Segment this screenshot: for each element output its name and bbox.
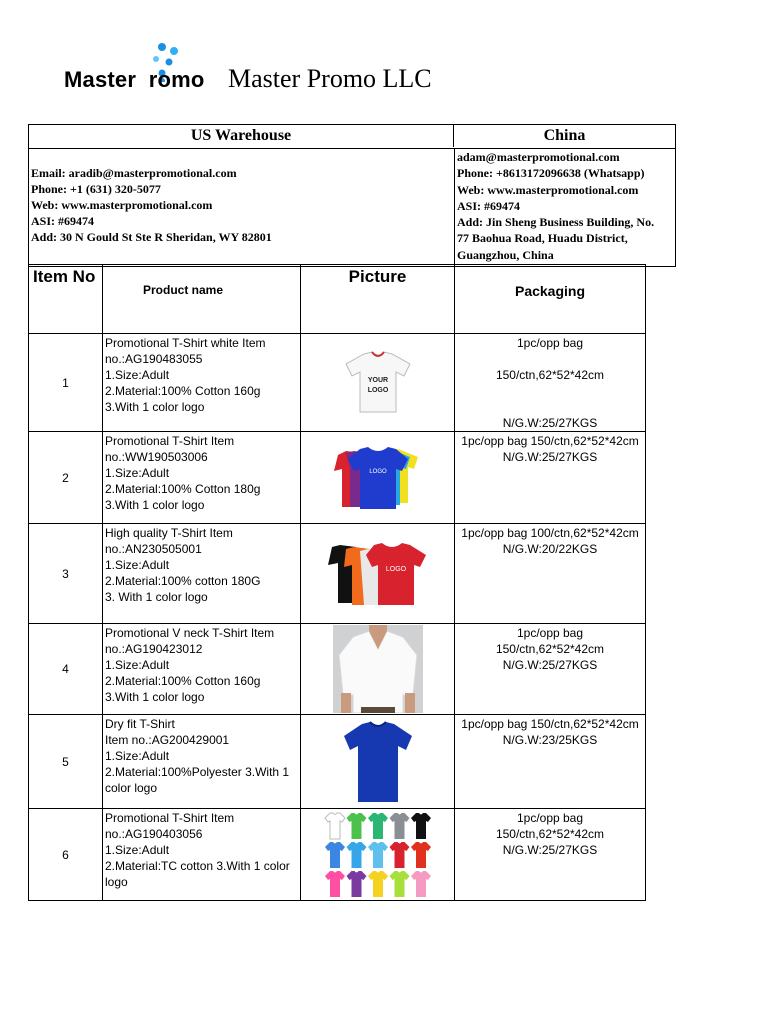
product-line: 1.Size:Adult xyxy=(105,558,170,572)
packaging-line: N/G.W:25/27KGS xyxy=(502,450,598,464)
product-line: 3.With 1 color logo xyxy=(105,400,205,414)
china-email: adam@masterpromotional.com xyxy=(457,150,620,164)
product-line: Promotional T-Shirt white Item xyxy=(105,336,266,350)
tshirt-swatch-icon xyxy=(346,813,366,839)
product-line: no.:WW190503006 xyxy=(105,450,208,464)
tshirt-swatch-icon xyxy=(389,842,409,868)
packaging-line: N/G.W:20/22KGS xyxy=(502,542,598,556)
table-row xyxy=(29,432,646,524)
product-line: 1.Size:Adult xyxy=(105,843,170,857)
product-line: 2.Material:100% Cotton 180g xyxy=(105,482,261,496)
product-line: 3.With 1 color logo xyxy=(105,690,205,704)
product-picture xyxy=(301,624,455,715)
product-line: 1.Size:Adult xyxy=(105,658,170,672)
china-address-line: Guangzhou, China xyxy=(457,247,554,262)
packaging-line: 1pc/opp bag xyxy=(516,336,584,350)
header-product-name: Product name xyxy=(103,265,301,334)
product-line: 2.Material:100% cotton 180G xyxy=(105,574,261,588)
tshirt-swatch-icon xyxy=(346,871,366,897)
product-name-cell xyxy=(103,809,301,901)
tshirt-swatch-icon xyxy=(325,842,345,868)
product-picture xyxy=(301,524,455,624)
header-picture: Picture xyxy=(301,265,455,334)
tshirt-swatch-icon xyxy=(346,842,366,868)
table-row xyxy=(29,715,646,809)
packaging-line: 150/ctn,62*52*42cm xyxy=(495,827,605,841)
product-line: Item no.:AG200429001 xyxy=(105,733,230,747)
packaging-line: N/G.W:23/25KGS xyxy=(502,733,598,747)
vneck-tshirt-model-icon xyxy=(333,625,423,713)
product-table xyxy=(28,264,646,901)
us-warehouse-header: US Warehouse xyxy=(29,125,454,147)
item-number: 4 xyxy=(29,624,103,715)
item-number: 2 xyxy=(29,432,103,524)
picture-logo-text: LOGO xyxy=(385,565,406,573)
packaging-line: N/G.W:25/27KGS xyxy=(502,658,598,672)
us-phone: Phone: +1 (631) 320-5077 xyxy=(31,182,161,196)
product-picture xyxy=(301,715,455,809)
product-line: 1.Size:Adult xyxy=(105,368,170,382)
product-line: Promotional T-Shirt Item xyxy=(105,811,235,825)
tshirt-swatch-icon xyxy=(389,813,409,839)
table-row xyxy=(29,334,646,432)
product-line: 2.Material:100% Cotton 160g xyxy=(105,384,261,398)
multicolor-tshirts-grid-icon xyxy=(323,811,433,899)
china-address-line: 77 Baohua Road, Huadu District, xyxy=(457,231,628,246)
packaging-line: 1pc/opp bag xyxy=(516,811,584,825)
us-asi: ASI: #69474 xyxy=(31,214,95,228)
packaging-cell xyxy=(455,334,646,432)
us-address: Add: 30 N Gould St Ste R Sheridan, WY 82801 xyxy=(31,230,272,244)
packaging-line: 1pc/opp bag xyxy=(516,626,584,640)
packaging-line: N/G.W:25/27KGS xyxy=(502,416,598,430)
product-line: Promotional T-Shirt Item xyxy=(105,434,235,448)
table-row xyxy=(29,809,646,901)
picture-logo-text: LOGO xyxy=(367,386,388,394)
table-row xyxy=(29,524,646,624)
packaging-line: N/G.W:25/27KGS xyxy=(502,843,598,857)
product-line: 2.Material:100% Cotton 160g xyxy=(105,674,261,688)
product-line: 2.Material:TC cotton 3.With 1 color xyxy=(105,859,290,873)
table-header-row xyxy=(29,265,646,334)
product-line: 3. With 1 color logo xyxy=(105,590,208,604)
product-line: Promotional V neck T-Shirt Item xyxy=(105,626,275,640)
product-line: logo xyxy=(105,875,128,889)
product-line: no.:AN230505001 xyxy=(105,542,202,556)
tshirt-swatch-icon xyxy=(325,813,345,839)
picture-logo-text: LOGO xyxy=(368,468,387,475)
contact-table xyxy=(28,124,676,267)
product-line: no.:AG190483055 xyxy=(105,352,203,366)
china-asi: ASI: #69474 xyxy=(457,198,521,213)
tshirt-swatch-icon xyxy=(368,813,388,839)
packaging-cell xyxy=(455,524,646,624)
packaging-cell xyxy=(455,624,646,715)
tshirt-swatch-icon xyxy=(411,842,431,868)
packaging-cell xyxy=(455,809,646,901)
product-name-cell xyxy=(103,524,301,624)
china-address-line: Add: Jin Sheng Business Building, No. xyxy=(457,215,655,230)
packaging-cell xyxy=(455,432,646,524)
product-line: Dry fit T-Shirt xyxy=(105,717,175,731)
company-name: Master Promo LLC xyxy=(228,64,432,93)
china-web: Web: www.masterpromotional.com xyxy=(457,182,639,197)
us-contact-info xyxy=(31,165,451,245)
table-row xyxy=(29,624,646,715)
product-line: 3.With 1 color logo xyxy=(105,498,205,512)
item-number: 1 xyxy=(29,334,103,432)
picture-logo-text: YOUR xyxy=(367,376,388,384)
header-item-no: Item No xyxy=(29,265,103,334)
red-black-orange-tshirts-icon xyxy=(326,539,430,609)
packaging-line xyxy=(455,351,645,367)
tshirt-swatch-icon xyxy=(325,871,345,897)
packaging-cell xyxy=(455,715,646,809)
product-name-cell xyxy=(103,432,301,524)
tshirt-swatch-icon xyxy=(411,813,431,839)
us-email: Email: aradib@masterpromotional.com xyxy=(31,166,237,180)
packaging-line: 150/ctn,62*52*42cm xyxy=(495,642,605,656)
product-line: 1.Size:Adult xyxy=(105,749,170,763)
product-line: 2.Material:100%Polyester 3.With 1 xyxy=(105,765,290,779)
header-packaging: Packaging xyxy=(455,265,646,334)
packaging-line: 150/ctn,62*52*42cm xyxy=(495,368,605,382)
product-picture xyxy=(301,809,455,901)
tshirt-swatch-icon xyxy=(368,842,388,868)
white-tshirt-your-logo-icon xyxy=(342,350,414,416)
item-number: 3 xyxy=(29,524,103,624)
product-name-cell xyxy=(103,334,301,432)
product-line: color logo xyxy=(105,781,158,795)
product-picture xyxy=(301,432,455,524)
china-contact-info xyxy=(454,149,676,267)
tshirt-swatch-icon xyxy=(368,871,388,897)
product-line: no.:AG190423012 xyxy=(105,642,203,656)
item-number: 5 xyxy=(29,715,103,809)
packaging-line: 1pc/opp bag 100/ctn,62*52*42cm xyxy=(461,526,639,540)
china-phone: Phone: +8613172096638 (Whatsapp) xyxy=(457,166,645,181)
product-picture xyxy=(301,334,455,432)
colored-tshirts-icon xyxy=(328,443,428,513)
product-line: no.:AG190403056 xyxy=(105,827,203,841)
logo-text: Master romo xyxy=(64,67,205,92)
packaging-line: 1pc/opp bag 150/ctn,62*52*42cm xyxy=(461,717,639,731)
item-number: 6 xyxy=(29,809,103,901)
tshirt-swatch-icon xyxy=(389,871,409,897)
product-name-cell xyxy=(103,715,301,809)
contact-body xyxy=(29,148,675,267)
packaging-line xyxy=(455,383,645,399)
blue-dryfit-tshirt-icon xyxy=(340,720,416,804)
product-line: High quality T-Shirt Item xyxy=(105,526,233,540)
china-header: China xyxy=(543,127,586,144)
product-name-cell xyxy=(103,624,301,715)
packaging-line xyxy=(455,399,645,415)
product-line: 1.Size:Adult xyxy=(105,466,170,480)
us-web: Web: www.masterpromotional.com xyxy=(31,198,213,212)
packaging-line: 1pc/opp bag 150/ctn,62*52*42cm xyxy=(461,434,639,448)
tshirt-swatch-icon xyxy=(411,871,431,897)
